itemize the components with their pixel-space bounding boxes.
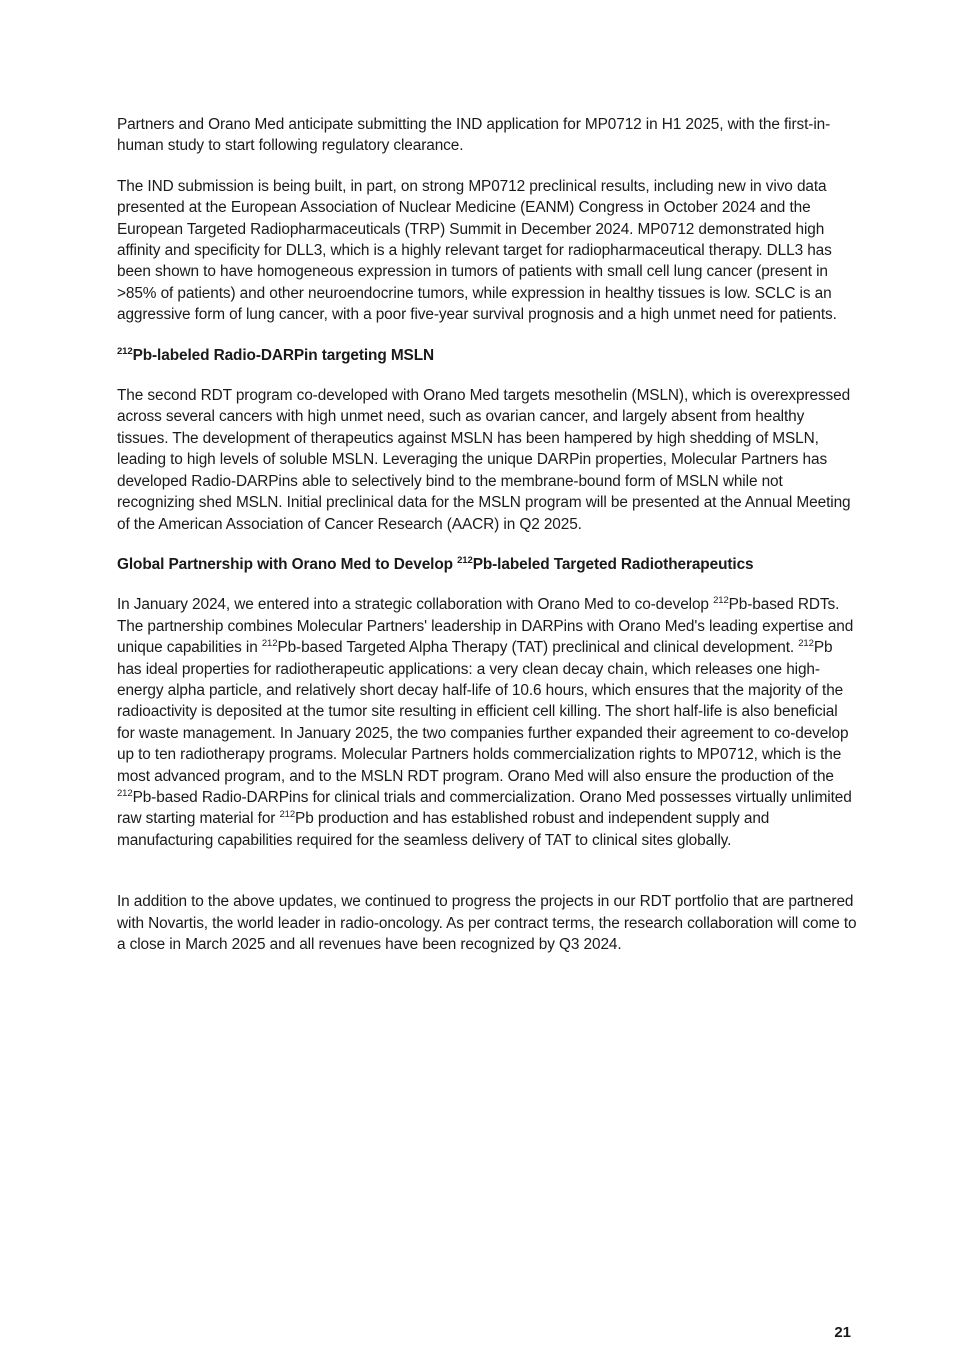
page-number: 21 bbox=[834, 1324, 851, 1341]
heading-partnership-prefix: Global Partnership with Orano Med to Develop bbox=[117, 555, 458, 573]
text-segment: Pb-based Targeted Alpha Therapy (TAT) preclinical and clinical development. bbox=[277, 639, 799, 657]
isotope-superscript: 212 bbox=[798, 638, 814, 650]
text-segment: Pb-based Radio-DARPins for clinical trials and commercialization. Orano Med possesses virtually unlimited raw starting material for bbox=[117, 788, 852, 828]
heading-msln-program bbox=[117, 345, 857, 366]
document-body bbox=[117, 114, 857, 955]
text-segment: Pb-based RDTs. The partnership combines Molecular Partners' leadership in DARPins with Orano Med's leading expertise and unique capabilities in bbox=[117, 596, 854, 657]
paragraph-ind-submission: The IND submission is being built, in part, on strong MP0712 preclinical results, including new in vivo data presented at the European Association of Nuclear Medicine (EANM) Congress in October 2024 and the European Targeted Radiopharmaceuticals (TRP) Summit in December 2024. MP0712 demonstrated high affinity and specificity for DLL3, which is a highly relevant target for radiopharmaceutical therapy. DLL3 has been shown to have homogeneous expression in tumors of patients with small cell lung cancer (present in >85% of patients) and other neuroendocrine tumors, while expression in healthy tissues is low. SCLC is an aggressive form of lung cancer, with a poor five-year survival prognosis and a high unmet need for patients. bbox=[117, 177, 837, 324]
paragraph-ind-timeline: Partners and Orano Med anticipate submitting the IND application for MP0712 in H1 2025, with the first-in-human study to start following regulatory clearance. bbox=[117, 116, 831, 155]
heading-global-partnership bbox=[117, 554, 857, 575]
paragraph-orano-collaboration bbox=[117, 594, 857, 851]
isotope-superscript: 212 bbox=[261, 638, 278, 650]
isotope-superscript: 212 bbox=[457, 554, 473, 566]
isotope-superscript: 212 bbox=[117, 345, 133, 357]
isotope-superscript: 212 bbox=[279, 809, 296, 821]
text-segment: Pb has ideal properties for radiotherapeutic applications: a very clean decay chain, which releases one high-energy alpha particle, and relatively short decay half-life of 10.6 hours, which ensures that the majority of the radioactivity is deposited at the tumor site resulting in efficient cell killing. The short half-life is also beneficial for waste management. In January 2025, the two companies further expanded their agreement to co-develop up to ten radiotherapy programs. Molecular Partners holds commercialization rights to MP0712, which is the most advanced program, and to the MSLN RDT program. Orano Med will also ensure the production of the bbox=[117, 639, 849, 785]
text-segment: In January 2024, we entered into a strategic collaboration with Orano Med to co-develop bbox=[117, 596, 714, 614]
heading-msln-text: Pb-labeled Radio-DARPin targeting MSLN bbox=[132, 346, 435, 364]
paragraph-novartis-update: In addition to the above updates, we continued to progress the projects in our RDT portfolio that are partnered with Novartis, the world leader in radio-oncology. As per contract terms, the research collaboration will come to a close in March 2025 and all revenues have been recognized by Q3 2024. bbox=[117, 893, 857, 953]
text-segment: Pb production and has established robust and independent supply and manufacturing capabilities required for the seamless delivery of TAT to clinical sites globally. bbox=[117, 810, 770, 849]
heading-partnership-text: Pb-labeled Targeted Radiotherapeutics bbox=[472, 555, 754, 573]
isotope-superscript: 212 bbox=[117, 787, 133, 799]
isotope-superscript: 212 bbox=[713, 595, 729, 607]
paragraph-msln-program: The second RDT program co-developed with Orano Med targets mesothelin (MSLN), which is overexpressed across several cancers with high unmet need, such as ovarian cancer, and largely absent from healthy tissues. The development of therapeutics against MSLN has been hampered by high shedding of MSLN, leading to high levels of soluble MSLN. Leveraging the unique DARPin properties, Molecular Partners has developed Radio-DARPins able to selectively bind to the membrane-bound form of MSLN while not recognizing shed MSLN. Initial preclinical data for the MSLN program will be presented at the Annual Meeting of the American Association of Cancer Research (AACR) in Q2 2025. bbox=[117, 387, 851, 533]
